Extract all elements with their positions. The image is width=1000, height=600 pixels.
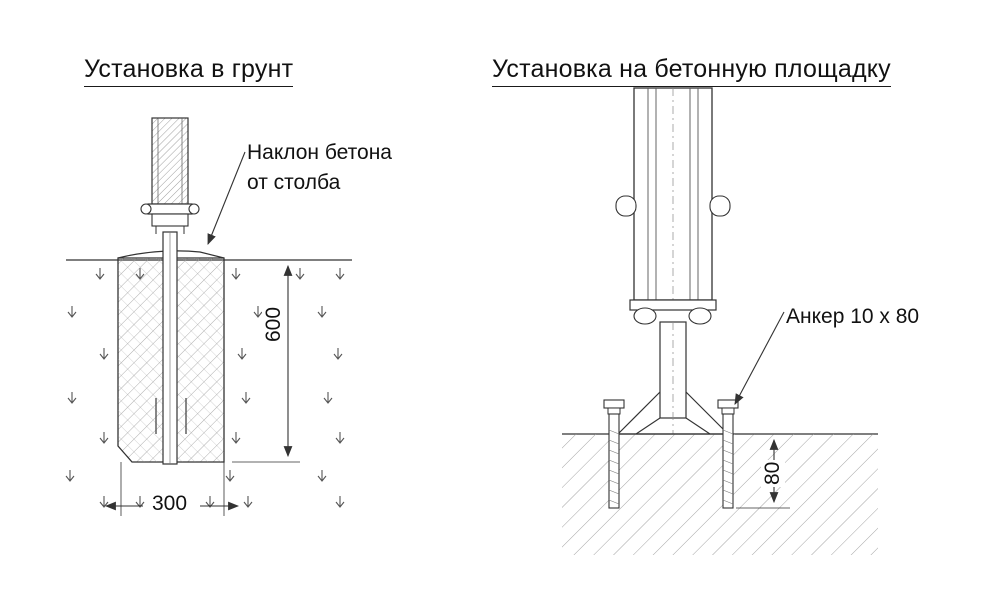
slope-leader-line xyxy=(208,152,245,244)
concrete-mount-title: Установка на бетонную площадку xyxy=(492,55,891,87)
dimension-600 xyxy=(232,260,300,462)
slope-callout-line1: Наклон бетона xyxy=(247,141,392,164)
post-head-assembly xyxy=(141,118,199,234)
post-base-column xyxy=(618,322,728,434)
post-body xyxy=(634,88,712,300)
slope-callout xyxy=(247,138,392,198)
post-bottom-flange xyxy=(630,300,716,324)
anchor-callout: Анкер 10 x 80 xyxy=(786,305,920,328)
slope-callout-line2: от столба xyxy=(247,171,341,194)
dimension-label-600: 600 xyxy=(262,306,285,342)
dimension-label-80: 80 xyxy=(761,461,784,485)
anchor-leader-line xyxy=(735,312,784,404)
ground-mount-title: Установка в грунт xyxy=(84,55,293,87)
dimension-label-300: 300 xyxy=(152,492,188,515)
